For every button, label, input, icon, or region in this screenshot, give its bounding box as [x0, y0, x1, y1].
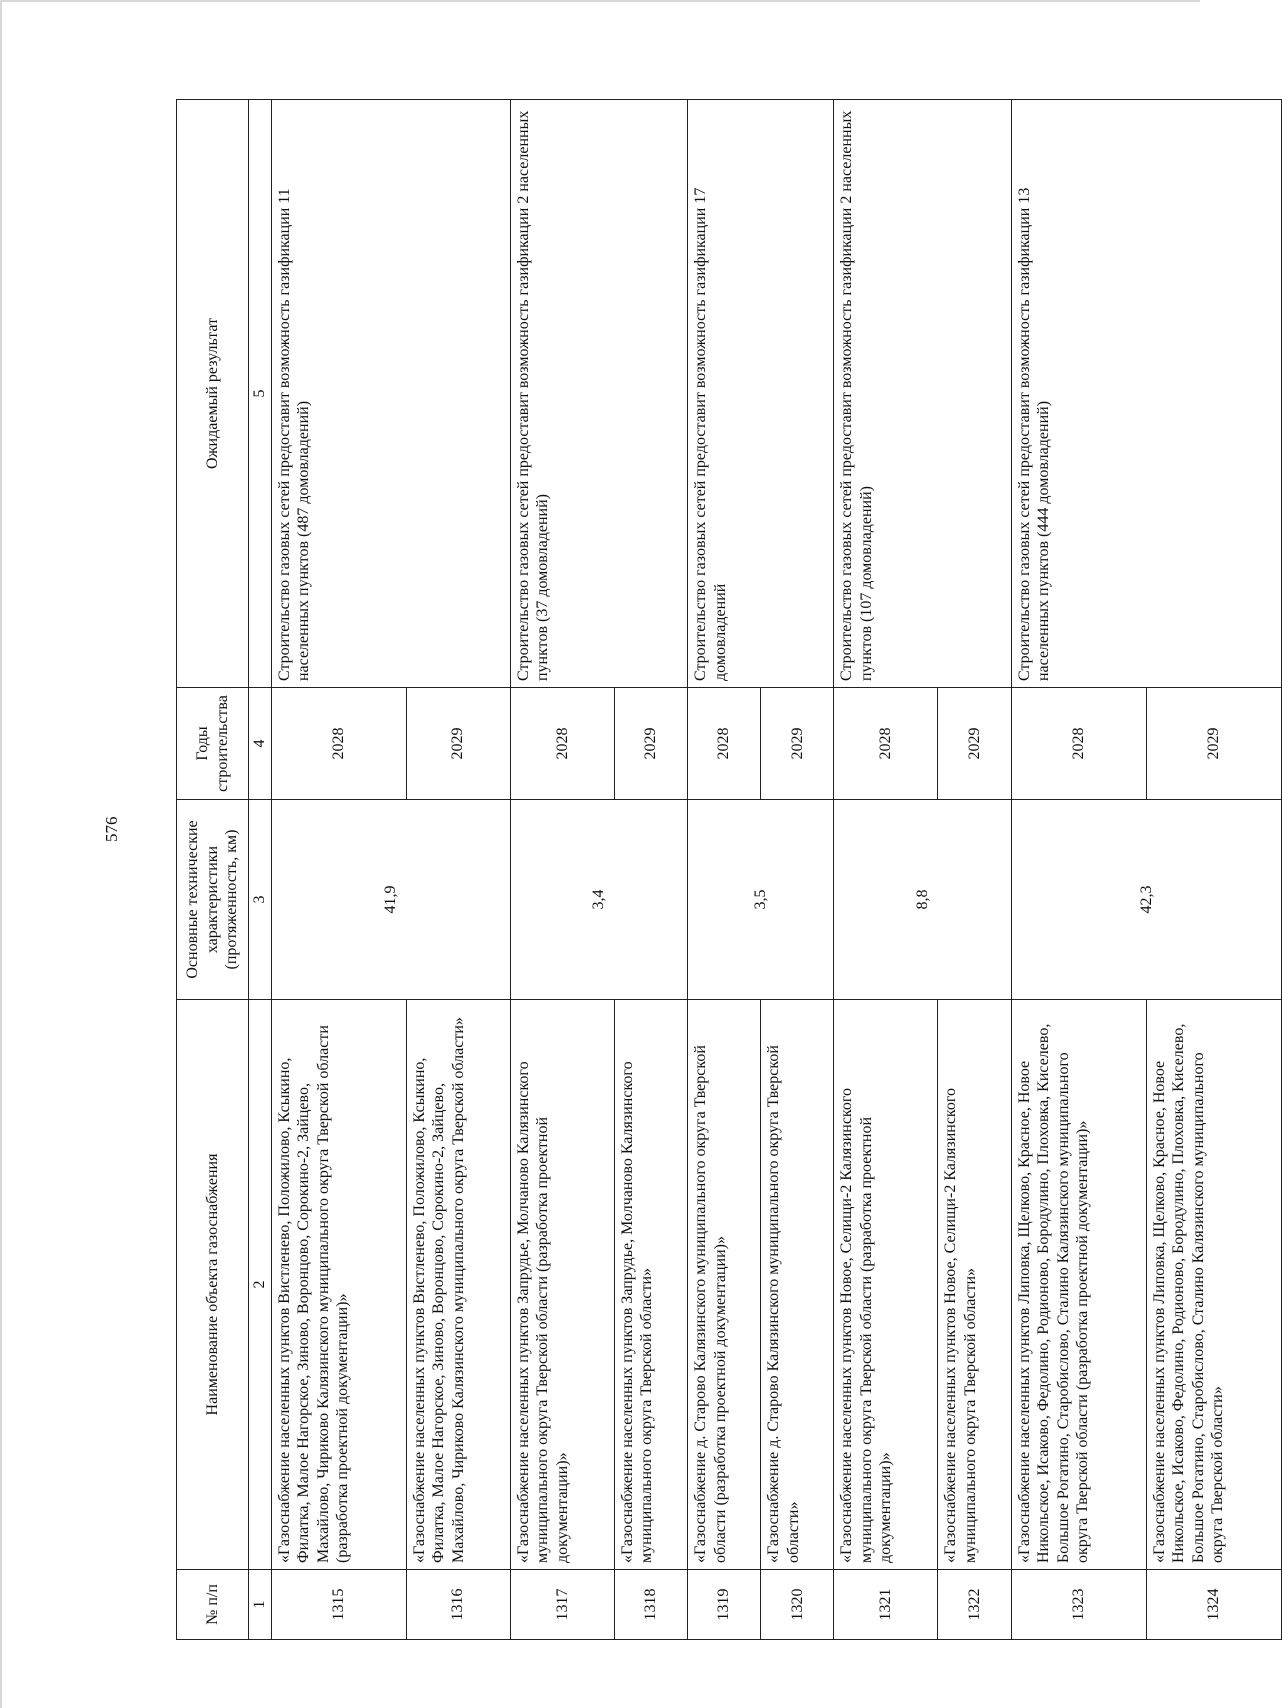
object-name: «Газоснабжение д. Старово Калязинского муниципального округа Тверской области (разработка проектной документации)»: [688, 1000, 761, 1570]
column-index-row: [249, 100, 272, 1640]
header-years: Годы строительства: [177, 688, 249, 800]
expected-result: Строительство газовых сетей предоставит возможность газификации 17 домовладений: [688, 100, 834, 688]
object-name: «Газоснабжение населенных пунктов Запрудье, Молчаново Калязинского муниципального округа Тверской области»: [614, 1000, 687, 1570]
column-index: 5: [249, 100, 272, 688]
construction-year: 2028: [510, 688, 614, 800]
header-characteristics: Основные технические характеристики (протяженность, км): [177, 800, 249, 1000]
row-number: 1321: [834, 1570, 938, 1640]
object-name: «Газоснабжение населенных пунктов Запрудье, Молчаново Калязинского муниципального округа Тверской области (разработка проектной документации)»: [510, 1000, 614, 1570]
expected-result: Строительство газовых сетей предоставит возможность газификации 13 населенных пунктов (444 домовладений): [1011, 100, 1281, 688]
object-name: «Газоснабжение населенных пунктов Новое, Селищи-2 Калязинского муниципального округа Тверской области (разработка проектной документации)»: [834, 1000, 938, 1570]
length-km: 8,8: [834, 800, 1011, 1000]
row-number: 1319: [688, 1570, 761, 1640]
row-number: 1324: [1146, 1570, 1281, 1640]
expected-result: Строительство газовых сетей предоставит возможность газификации 2 населенных пунктов (107 домовладений): [834, 100, 1011, 688]
row-number: 1323: [1011, 1570, 1146, 1640]
column-index: 3: [249, 800, 272, 1000]
column-index: 1: [249, 1570, 272, 1640]
table-row: [271, 100, 406, 1640]
object-name: «Газоснабжение д. Старово Калязинского муниципального округа Тверской области»: [761, 1000, 834, 1570]
row-number: 1318: [614, 1570, 687, 1640]
row-number: 1316: [406, 1570, 510, 1640]
header-result: Ожидаемый результат: [177, 100, 249, 688]
object-name: «Газоснабжение населенных пунктов Липовка, Щелково, Красное, Новое Никольское, Исаково, Федолино, Родионово, Бородулино, Плоховка, Киселево, Большое Рогатино, Старобислово, Сталино Калязинского муниципального округа Тверской области (разработка проектной документации)»: [1011, 1000, 1146, 1570]
construction-year: 2028: [1011, 688, 1146, 800]
header-name: Наименование объекта газоснабжения: [177, 1000, 249, 1570]
object-name: «Газоснабжение населенных пунктов Новое, Селищи-2 Калязинского муниципального округа Тверской области»: [938, 1000, 1011, 1570]
object-name: «Газоснабжение населенных пунктов Вистленево, Положилово, Ксыкино, Филатка, Малое Нагорское, Зиново, Воронцово, Сорокино-2, Зайцево, Махайлово, Чириково Калязинского муниципального округа Тверской области (разработка проектной документации)»: [271, 1000, 406, 1570]
column-index: 4: [249, 688, 272, 800]
length-km: 3,5: [688, 800, 834, 1000]
object-name: «Газоснабжение населенных пунктов Вистленево, Положилово, Ксыкино, Филатка, Малое Нагорское, Зиново, Воронцово, Сорокино-2, Зайцево, Махайлово, Чириково Калязинского муниципального округа Тверской области»: [406, 1000, 510, 1570]
rotated-table-container: [176, 100, 1282, 1640]
header-row: [177, 100, 249, 1640]
gas-supply-table: [176, 99, 1282, 1640]
expected-result: Строительство газовых сетей предоставит возможность газификации 2 населенных пунктов (37 домовладений): [510, 100, 687, 688]
construction-year: 2029: [938, 688, 1011, 800]
page-number: 576: [102, 816, 121, 842]
table-row: [1011, 100, 1146, 1640]
construction-year: 2029: [1146, 688, 1281, 800]
row-number: 1315: [271, 1570, 406, 1640]
construction-year: 2028: [834, 688, 938, 800]
row-number: 1317: [510, 1570, 614, 1640]
length-km: 41,9: [271, 800, 510, 1000]
table-row: [510, 100, 614, 1640]
row-number: 1320: [761, 1570, 834, 1640]
header-num: № п/п: [177, 1570, 249, 1640]
construction-year: 2029: [406, 688, 510, 800]
construction-year: 2029: [614, 688, 687, 800]
column-index: 2: [249, 1000, 272, 1570]
scan-edge: [0, 0, 2, 1708]
row-number: 1322: [938, 1570, 1011, 1640]
scan-edge: [0, 0, 1200, 2]
construction-year: 2029: [761, 688, 834, 800]
expected-result: Строительство газовых сетей предоставит возможность газификации 11 населенных пунктов (487 домовладений): [271, 100, 510, 688]
table-row: [688, 100, 761, 1640]
object-name: «Газоснабжение населенных пунктов Липовка, Щелково, Красное, Новое Никольское, Исаково, Федолино, Родионово, Бородулино, Плоховка, Киселево, Большое Рогатино, Старобислово, Сталино Калязинского муниципального округа Тверской области»: [1146, 1000, 1281, 1570]
construction-year: 2028: [688, 688, 761, 800]
construction-year: 2028: [271, 688, 406, 800]
table-row: [834, 100, 938, 1640]
length-km: 42,3: [1011, 800, 1281, 1000]
length-km: 3,4: [510, 800, 687, 1000]
